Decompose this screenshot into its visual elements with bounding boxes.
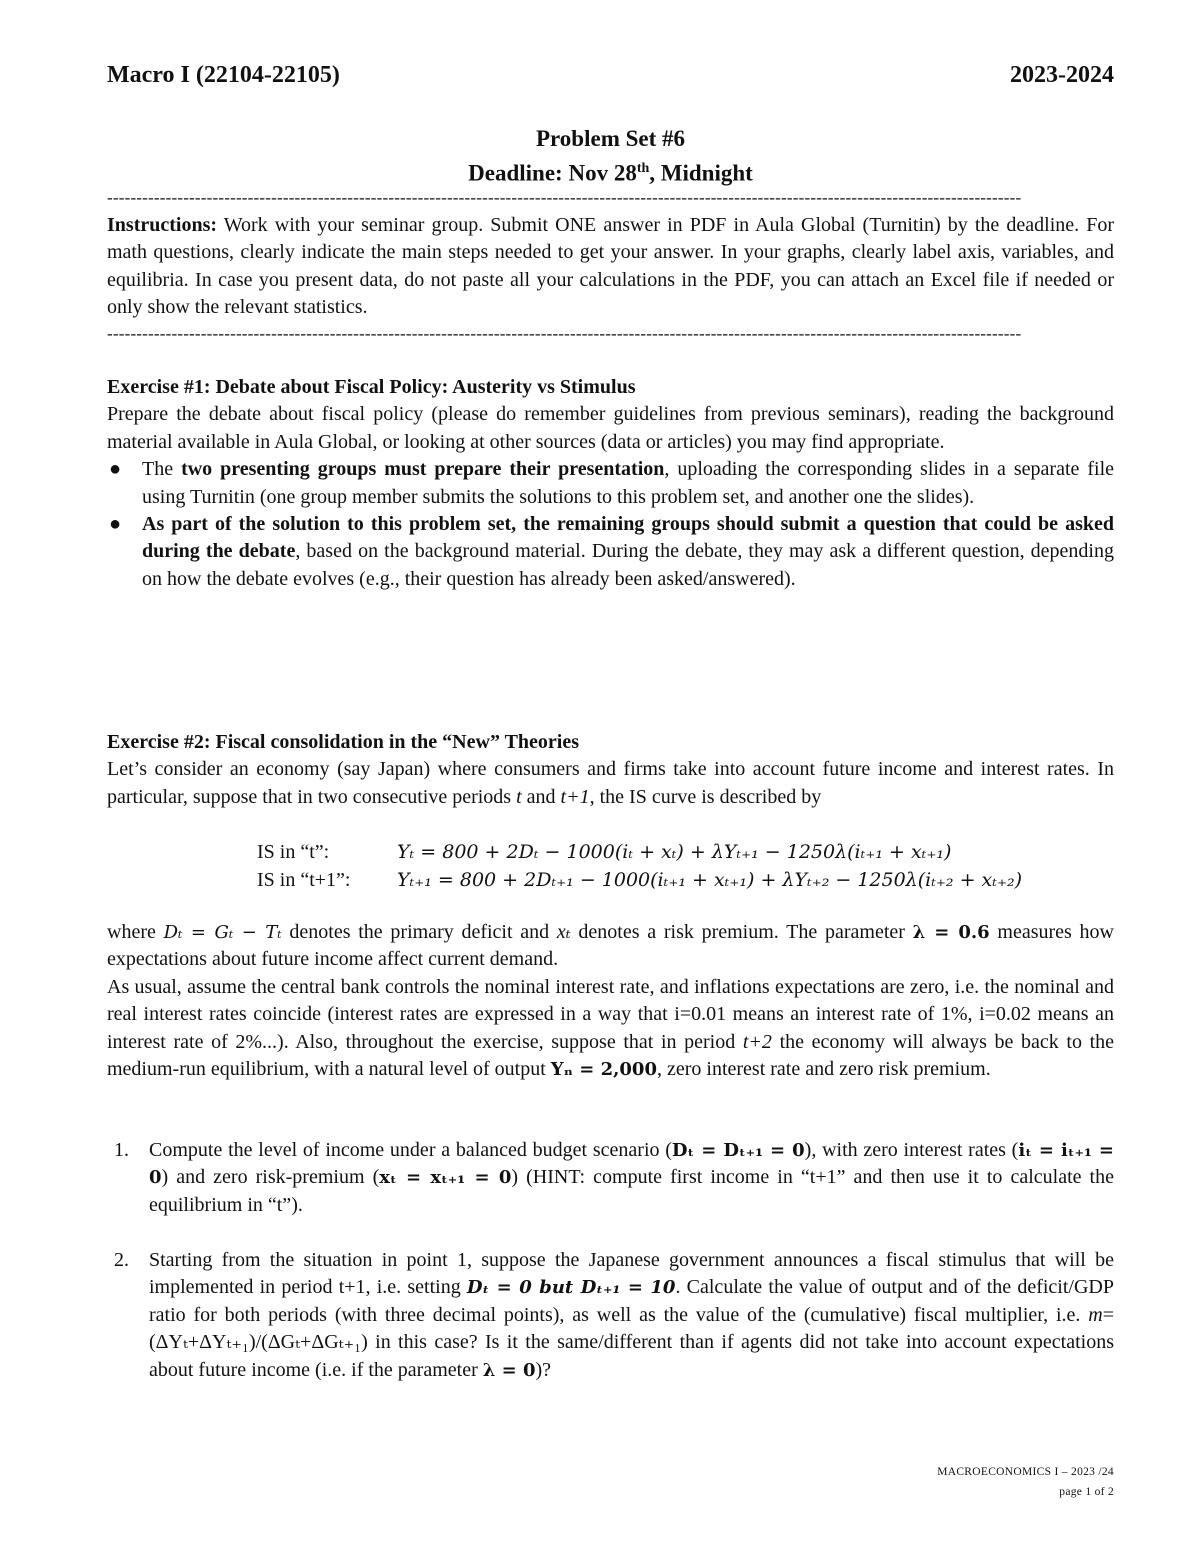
is-equation-t1	[257, 866, 1022, 894]
page-header	[107, 62, 1114, 92]
equation-label: IS in “t+1”:	[257, 869, 351, 891]
exercise-1	[107, 374, 1114, 593]
question-1	[107, 1137, 1114, 1219]
divider-bottom: ------------------------------------------------------------------------------------------------------------------------------------------------------------	[107, 324, 1022, 343]
question-number: 2.	[114, 1249, 129, 1271]
list-item: 2. Starting from the situation in point 1, suppose the Japanese government announces a fiscal stimulus that will be implemented in period t+1, i.e. setting Dₜ = 0 but Dₜ₊₁ = 10. Calculate the value of output and of the deficit/GDP ratio for both periods (with three decimal points), as well as the value of the (cumulative) fiscal multiplier, i.e. m=(ΔYₜ+ΔYₜ₊₁)/(ΔGₜ+ΔGₜ₊₁) in this case? Is it the same/different than if agents did not take into account expectations about future income (i.e. if the parameter λ = 0)?	[114, 1249, 1114, 1381]
instructions	[107, 212, 1114, 322]
exercise-2-intro: Let’s consider an economy (say Japan) where consumers and firms take into account future income and interest rates. In particular, suppose that in two consecutive periods t and t+1, the IS curve is described by	[107, 758, 1114, 808]
instructions-text: Work with your seminar group. Submit ONE answer in PDF in Aula Global (Turnitin) by the deadline. For math questions, clearly indicate the main steps needed to get your answer. In your graphs, clearly label axis, variables, and equilibria. In case you present data, do not paste all your calculations in the PDF, you can attach an Excel file if needed or only show the relevant statistics.	[107, 214, 1114, 319]
equation-formula: Yₜ = 800 + 2Dₜ − 1000(iₜ + xₜ) + λYₜ₊₁ − 1250λ(iₜ₊₁ + xₜ₊₁)	[397, 841, 952, 863]
course-code: Macro I (22104-22105)	[107, 62, 340, 88]
exercise-1-intro: Prepare the debate about fiscal policy (please do remember guidelines from previous seminars), reading the background material available in Aula Global, or looking at other sources (data or articles) you may find appropriate.	[107, 403, 1114, 453]
equation-formula: Yₜ₊₁ = 800 + 2Dₜ₊₁ − 1000(iₜ₊₁ + xₜ₊₁) + λYₜ₊₂ − 1250λ(iₜ₊₂ + xₜ₊₂)	[397, 869, 1023, 891]
list-item: ● The two presenting groups must prepare their presentation, uploading the corresponding slides in a separate file using Turnitin (one group member submits the solutions to this problem set, and another one the slides).	[109, 458, 1115, 508]
document-title	[107, 124, 1114, 189]
instructions-label: Instructions:	[107, 214, 218, 236]
page-number: page 1 of 2	[1059, 1486, 1114, 1498]
exercise-1-bullets	[107, 456, 1114, 593]
question-number: 1.	[114, 1139, 129, 1161]
exercise-2-title: Exercise #2: Fiscal consolidation in the “New” Theories	[107, 731, 580, 753]
bullet-icon: ●	[109, 513, 122, 536]
page-footer	[937, 1462, 1114, 1502]
bullet-icon: ●	[109, 458, 122, 481]
list-item: ● As part of the solution to this problem set, the remaining groups should submit a question that could be asked during the debate, based on the background material. During the debate, they may ask a different question, depending on how the debate evolves (e.g., their question has already been asked/answered).	[109, 513, 1114, 590]
divider-top: ------------------------------------------------------------------------------------------------------------------------------------------------------------	[107, 188, 1022, 207]
exercise-2-body	[107, 919, 1114, 1083]
equation-label: IS in “t”:	[257, 841, 330, 863]
academic-year: 2023-2024	[1010, 62, 1114, 88]
assumptions-paragraph: As usual, assume the central bank controls the nominal interest rate, and inflations expectations are zero, i.e. the nominal and real interest rates coincide (interest rates are expressed in a way that i=0.01 means an interest rate of 1%, i=0.02 means an interest rate of 2%...). Also, throughout the exercise, suppose that in period t+2 the economy will always be back to the medium-run equilibrium, with a natural level of output Yₙ = 2,000, zero interest rate and zero risk premium.	[107, 975, 1115, 1081]
list-item: 1. Compute the level of income under a balanced budget scenario (Dₜ = Dₜ₊₁ = 0), with zero interest rates (iₜ = iₜ₊₁ = 0) and zero risk-premium (xₜ = xₜ₊₁ = 0) (HINT: compute first income in “t+1” and then use it to calculate the equilibrium in “t”).	[114, 1139, 1114, 1216]
exercise-1-title: Exercise #1: Debate about Fiscal Policy: Austerity vs Stimulus	[107, 376, 636, 398]
footer-course: MACROECONOMICS I – 2023 /24	[937, 1466, 1114, 1478]
exercise-2-header	[107, 729, 1114, 811]
deadline: Deadline: Nov 28th, Midnight	[468, 160, 753, 186]
is-equation-t	[257, 838, 951, 866]
question-2	[107, 1247, 1114, 1384]
problem-set-title: Problem Set #6	[535, 126, 686, 151]
definitions-paragraph: where Dₜ = Gₜ − Tₜ denotes the primary deficit and xₜ denotes a risk premium. The parameter λ = 0.6 measures how expectations about future income affect current demand.	[107, 921, 1115, 971]
